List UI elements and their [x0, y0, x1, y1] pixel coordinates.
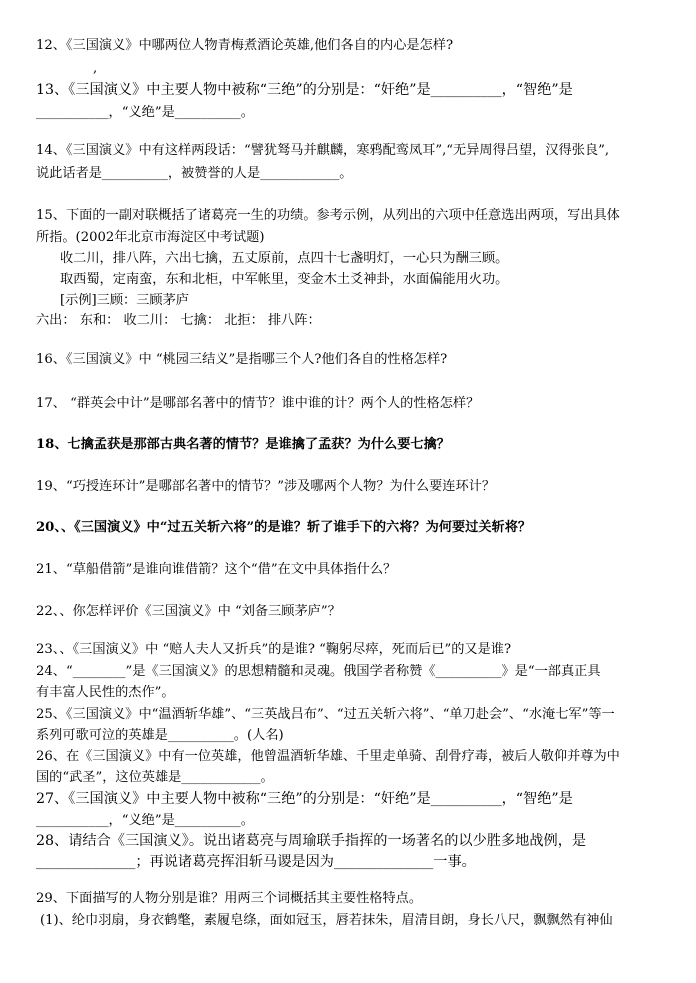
question-13-line-2: ___________，“义绝”是__________。: [36, 105, 254, 120]
question-21: 21、“草船借箭”是谁向谁借箭？这个“借”在文中具体指什么？: [36, 562, 397, 577]
stray-comma: ,: [93, 61, 98, 76]
question-16: 16、《三国演义》中 “桃园三结义”是指哪三个人?他们各自的性格怎样?: [36, 352, 448, 367]
question-25-line-2: 系列可歌可泣的英雄是__________。(人名): [36, 728, 284, 743]
question-27-line-1: 27、《三国演义》中主要人物中被称“三绝”的分别是：“奸绝”是__________，“智绝”是: [36, 791, 573, 807]
couplet-line-1: 收二川，排八阵，六出七擒，五丈原前，点四十七盏明灯，一心只为酬三顾。: [60, 251, 509, 266]
question-14-line-1: 14、《三国演义》中有这样两段话：“譬犹驽马并麒麟，寒鸦配鸾凤耳”,“无异周得吕望，汉得张良”,: [36, 143, 610, 158]
question-22: 22、、你怎样评价《三国演义》中 “刘备三顾茅庐”？: [36, 604, 341, 619]
question-15-line-2: 所指。(2002年北京市海淀区中考试题): [36, 230, 265, 245]
answer-options: 六出： 东和： 收二川： 七擒： 北拒： 排八阵：: [36, 313, 321, 328]
couplet-line-2: 取西蜀，定南蛮，东和北柜，中军帐里，变金木土爻神卦，水面偏能用火功。: [60, 272, 509, 287]
example-line: [示例]三顾：三顾茅庐: [60, 293, 189, 308]
question-26-line-2: 国的“武圣”，这位英雄是____________。: [36, 770, 274, 785]
question-27-line-2: ___________，“义绝”是__________。: [36, 813, 254, 828]
question-24-line-1: 24、“________”是《三国演义》的思想精髓和灵魂。俄国学者称赞《__________》是“一部真正具: [36, 664, 601, 679]
question-29-item-1: (1)、纶巾羽扇，身衣鹤氅，素履皂绦，面如冠玉，唇若抹朱，眉清目朗，身长八尺，飘飘然有神仙: [40, 913, 613, 928]
question-28-line-2: ______________；再说诸葛亮挥泪斩马谡是因为______________一事。: [36, 854, 476, 870]
question-12: 12、《三国演义》中哪两位人物青梅煮酒论英雄,他们各自的内心是怎样?: [36, 38, 454, 53]
question-24-line-2: 有丰富人民性的杰作”。: [36, 685, 175, 700]
question-29: 29、下面描写的人物分别是谁？用两三个词概括其主要性格特点。: [36, 891, 423, 906]
question-19: 19、“巧授连环计”是哪部名著中的情节？”涉及哪两个人物？为什么要连环计？: [36, 479, 496, 494]
question-20: 20、、《三国演义》中“过五关斩六将”的是谁？斩了谁手下的六将？为何要过关斩将？: [36, 520, 532, 535]
question-13-line-1: 13、《三国演义》中主要人物中被称“三绝”的分别是：“奸绝”是__________，“智绝”是: [36, 82, 573, 98]
question-17: 17、 “群英会中计”是哪部名著中的情节？谁中谁的计？两个人的性格怎样？: [36, 396, 480, 411]
question-28-line-1: 28、请结合《三国演义》。说出诸葛亮与周瑜联手指挥的一场著名的以少胜多地战例，是: [36, 833, 587, 849]
question-23: 23、、《三国演义》中 “赔人夫人又折兵”的是谁? “鞠躬尽瘁，死而后已”的又是谁?: [36, 642, 512, 657]
question-25-line-1: 25、《三国演义》中“温酒斩华雄”、“三英战吕布”、“过五关斩六将”、“单刀赴会”、“水淹七军”等一: [36, 707, 615, 722]
question-14-line-2: 说此话者是__________，被赞誉的人是____________。: [36, 166, 353, 181]
question-26-line-1: 26、在《三国演义》中有一位英雄，他曾温酒斩华雄、千里走单骑、刮骨疗毒，被后人敬仰并尊为中: [36, 749, 620, 764]
question-15-line-1: 15、下面的一副对联概括了诸葛亮一生的功绩。参考示例，从列出的六项中任意选出两项，写出具体: [36, 208, 620, 223]
question-18: 18、七擒孟获是那部古典名著的情节？是谁擒了孟获？为什么要七擒？: [36, 437, 450, 452]
